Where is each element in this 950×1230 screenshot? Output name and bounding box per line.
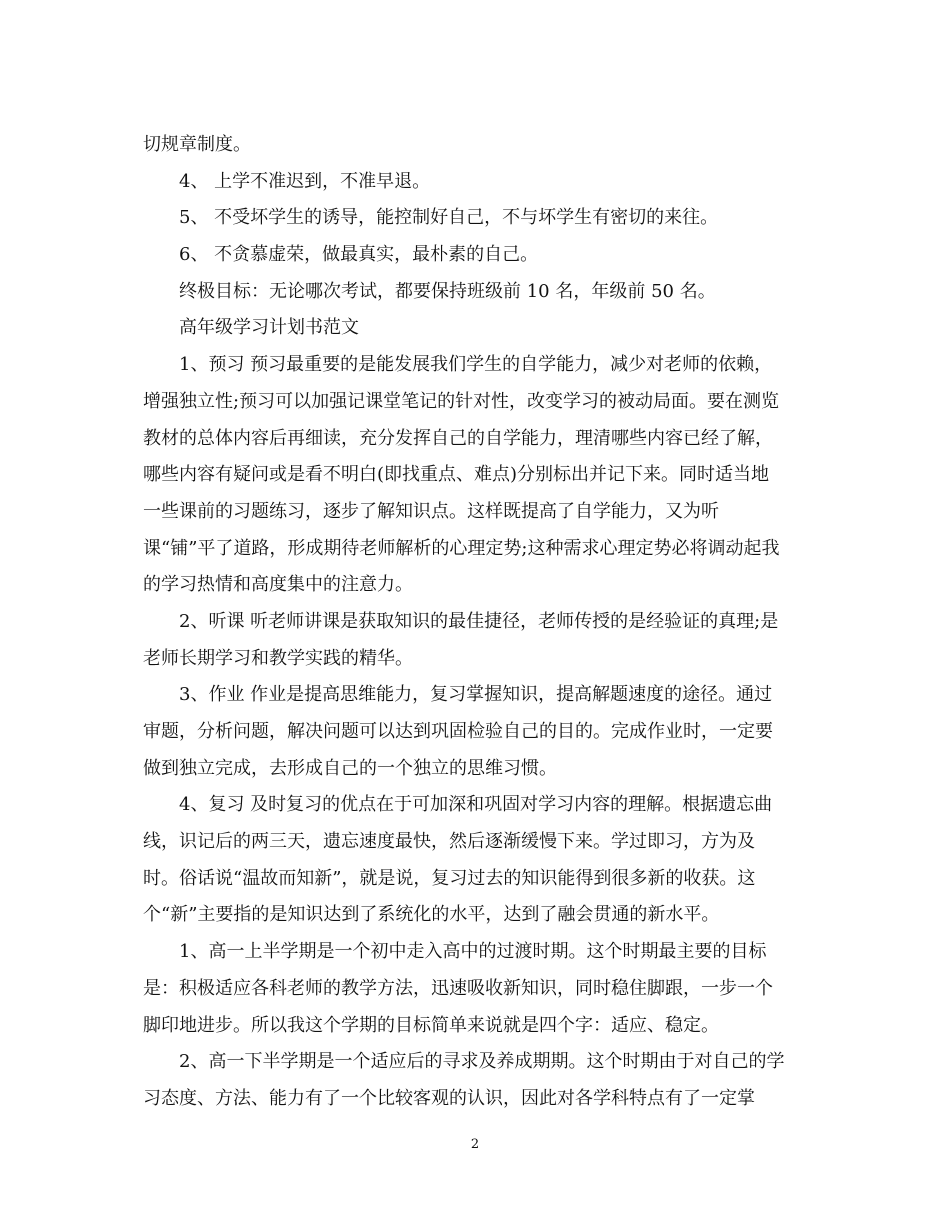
text-line: 3、作业 作业是提高思维能力，复习掌握知识，提高解题速度的途径。通过 <box>179 684 773 706</box>
text-line: 2、高一下半学期是一个适应后的寻求及养成期期。这个时期由于对自己的学 <box>179 1051 785 1073</box>
text-line: 线，识记后的两三天，遗忘速度最快，然后逐渐缓慢下来。学过即习，方为及 <box>143 831 755 853</box>
text-line: 增强独立性;预习可以加强记课堂笔记的针对性，改变学习的被动局面。要在测览 <box>143 390 780 412</box>
text-line: 课“铺”平了道路，形成期待老师解析的心理定势;这种需求心理定势必将调动起我 <box>143 537 780 559</box>
text-line: 1、高一上半学期是一个初中走入高中的过渡时期。这个时期最主要的目标 <box>179 941 767 963</box>
text-line: 个“新”主要指的是知识达到了系统化的水平，达到了融会贯通的新水平。 <box>143 904 720 926</box>
text-line: 5、 不受坏学生的诱导，能控制好自己，不与坏学生有密切的来往。 <box>179 207 719 229</box>
text-line: 1、预习 预习最重要的是能发展我们学生的自学能力，减少对老师的依赖， <box>179 354 773 376</box>
text-line: 6、 不贪慕虚荣，做最真实，最朴素的自己。 <box>179 244 539 266</box>
text-line: 终极目标：无论哪次考试，都要保持班级前 10 名，年级前 50 名。 <box>179 280 716 302</box>
text-line: 切规章制度。 <box>143 134 251 155</box>
text-line: 一些课前的习题练习，逐步了解知识点。这样既提高了自学能力，又为听 <box>143 500 719 522</box>
text-line: 的学习热情和高度集中的注意力。 <box>143 574 413 596</box>
page-number: 2 <box>470 1137 480 1152</box>
text-line: 哪些内容有疑问或是看不明白(即找重点、难点)分别标出并记下来。同时适当地 <box>143 464 770 486</box>
text-line: 做到独立完成，去形成自己的一个独立的思维习惯。 <box>143 757 557 779</box>
text-line: 老师长期学习和教学实践的精华。 <box>143 647 413 669</box>
text-line: 是：积极适应各科老师的教学方法，迅速吸收新知识，同时稳住脚跟，一步一个 <box>143 977 773 999</box>
text-line: 教材的总体内容后再细读，充分发挥自己的自学能力，理清哪些内容已经了解， <box>143 427 773 449</box>
text-line: 脚印地进步。所以我这个学期的目标简单来说就是四个字：适应、稳定。 <box>143 1014 719 1036</box>
body-text <box>143 127 808 1118</box>
text-line: 时。俗话说“温故而知新”，就是说，复习过去的知识能得到很多新的收获。这 <box>143 867 756 889</box>
text-line: 4、 上学不准迟到，不准早退。 <box>179 170 431 192</box>
text-line: 高年级学习计划书范文 <box>179 317 359 339</box>
text-line: 2、听课 听老师讲课是获取知识的最佳捷径，老师传授的是经验证的真理;是 <box>179 610 779 632</box>
text-line: 4、复习 及时复习的优点在于可加深和巩固对学习内容的理解。根据遗忘曲 <box>179 794 773 816</box>
text-line: 习态度、方法、能力有了一个比较客观的认识，因此对各学科特点有了一定掌 <box>143 1087 755 1109</box>
text-line: 审题，分析问题，解决问题可以达到巩固检验自己的目的。完成作业时，一定要 <box>143 721 773 742</box>
